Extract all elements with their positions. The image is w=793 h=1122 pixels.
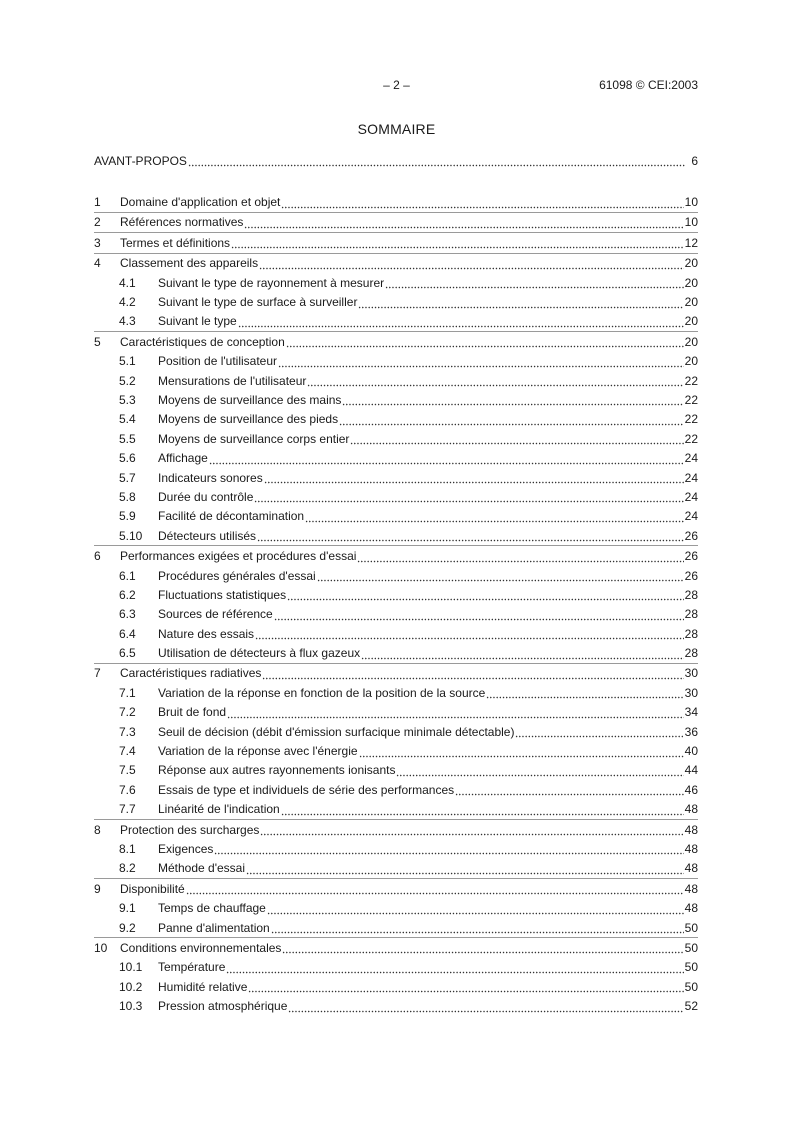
toc-entry-page: 20 [684,334,698,349]
toc-entry-number: 7.6 [119,782,136,797]
toc-entry-number: 4.1 [119,275,136,290]
toc-entry-label: Linéarité de l'indication [158,802,280,817]
toc-entry-label: Disponibilité [120,881,185,896]
toc-entry-number: 6.5 [119,646,136,661]
toc-entry-5-5[interactable] [94,429,698,448]
toc-entry-foreword[interactable] [94,151,698,170]
dot-leader [186,884,684,895]
toc-entry-label: Utilisation de détecteurs à flux gazeux [158,646,361,661]
toc-entry-6-3[interactable] [94,605,698,624]
toc-entry-page: 30 [684,685,698,700]
toc-title: SOMMAIRE [357,121,436,137]
dot-leader [244,218,683,229]
toc-entry-label: Détecteurs utilisés [158,528,257,543]
toc-entry-page: 22 [684,431,698,446]
toc-entry-5-6[interactable] [94,448,698,467]
toc-entry-label: Moyens de surveillance des pieds [158,412,339,427]
toc-entry-label: Caractéristiques radiatives [120,666,262,681]
dot-leader [307,376,683,387]
toc-entry-number: 8.2 [119,861,136,876]
dot-leader [288,1002,683,1013]
toc-entry-7-4[interactable] [94,741,698,760]
toc-entry-5-3[interactable] [94,390,698,409]
toc-entry-number: 5.7 [119,470,136,485]
toc-entry-page: 28 [684,646,698,661]
toc-entry-label: Temps de chauffage [158,901,266,916]
dot-leader [274,610,684,621]
toc-entry-page: 52 [684,999,698,1014]
toc-entry-page: 26 [684,568,698,583]
toc-entry-1[interactable] [94,192,698,212]
dot-leader [385,278,684,289]
toc-entry-number: 2 [94,215,101,230]
toc-entry-5-9[interactable] [94,507,698,526]
toc-entry-number: 5.2 [119,373,136,388]
toc-entry-7[interactable] [94,664,698,683]
dot-leader [486,688,683,699]
toc-entry-number: 10.1 [119,960,143,975]
toc-entry-label: Position de l'utilisateur [158,354,278,369]
toc-entry-page: 48 [684,802,698,817]
toc-entry-5-1[interactable] [94,352,698,371]
toc-entry-page: 48 [684,901,698,916]
toc-entry-page: 24 [684,470,698,485]
document-reference: 61098 © CEI:2003 [599,78,698,92]
toc-entry-page: 22 [684,373,698,388]
toc-entry-8-1[interactable] [94,839,698,858]
toc-entry-9[interactable] [94,879,698,898]
toc-entry-2[interactable] [94,213,698,233]
toc-entry-page: 50 [684,940,698,955]
toc-entry-label: Procédures générales d'essai [158,568,316,583]
toc-entry-label: Pression atmosphérique [158,999,288,1014]
toc-entry-page: 28 [684,587,698,602]
toc-entry-page: 48 [684,841,698,856]
toc-entry-5-8[interactable] [94,487,698,506]
dot-leader [226,963,683,974]
toc-entry-label: Termes et définitions [120,235,231,250]
dot-leader [281,805,684,816]
toc-entry-page: 50 [684,920,698,935]
toc-entry-8[interactable] [94,820,698,839]
toc-entry-label: Humidité relative [158,979,248,994]
toc-entry-label: Réponse aux autres rayonnements ionisants [158,763,396,778]
toc-entry-page: 22 [684,412,698,427]
dot-leader [281,198,683,209]
toc-entry-number: 5.6 [119,451,136,466]
toc-entry-label: Exigences [158,841,214,856]
toc-entry-label: Conditions environnementales [120,940,282,955]
toc-entry-label: Essais de type et individuels de série des performances [158,782,455,797]
dot-leader [350,434,683,445]
toc-entry-number: 9.1 [119,901,136,916]
toc-spacer [94,170,698,192]
toc-entry-7-1[interactable] [94,683,698,702]
dot-leader [271,923,684,934]
toc-entry-7-7[interactable] [94,800,698,820]
toc-entry-label: Suivant le type [158,314,237,329]
toc-entry-10-3[interactable] [94,996,698,1015]
toc-entry-number: 9 [94,881,101,896]
toc-entry-page: 46 [684,782,698,797]
toc-entry-page: 10 [684,215,698,230]
toc-entry-number: 9.2 [119,920,136,935]
toc-entry-page: 24 [684,489,698,504]
toc-entry-number: 6.1 [119,568,136,583]
dot-leader [286,337,684,348]
toc-entry-page: 24 [684,509,698,524]
dot-leader [262,669,683,680]
toc-entry-4-1[interactable] [94,273,698,292]
toc-entry-5-10[interactable] [94,526,698,546]
dot-leader [455,785,683,796]
dot-leader [214,844,683,855]
toc-entry-number: 10 [94,940,108,955]
toc-entry-number: 8.1 [119,841,136,856]
toc-entry-label: Moyens de surveillance corps entier [158,431,350,446]
dot-leader [305,512,684,523]
toc-entry-6-1[interactable] [94,566,698,585]
toc-entry-label: Suivant le type de rayonnement à mesurer [158,275,385,290]
toc-entry-page: 48 [684,881,698,896]
dot-leader [278,357,684,368]
toc-entry-page: 50 [684,960,698,975]
dot-leader [267,904,684,915]
dot-leader [254,492,683,503]
toc-entry-number: 7.2 [119,705,136,720]
toc-entry-page: 6 [691,153,698,168]
toc-entry-label: Durée du contrôle [158,489,254,504]
toc-entry-number: 7 [94,666,101,681]
toc-entry-4[interactable] [94,254,698,273]
toc-entry-page: 12 [684,235,698,250]
toc-entry-6[interactable] [94,546,698,565]
dot-leader [248,982,683,993]
toc-entry-number: 5.4 [119,412,136,427]
toc-entry-5-2[interactable] [94,371,698,390]
toc-entry-label: Affichage [158,451,208,466]
toc-entries [94,192,698,1015]
toc-entry-10-2[interactable] [94,977,698,996]
dot-leader [361,649,684,660]
toc-entry-label: Fluctuations statistiques [158,587,287,602]
toc-entry-label: Méthode d'essai [158,861,246,876]
toc-entry-page: 20 [684,295,698,310]
toc-entry-7-2[interactable] [94,703,698,722]
toc-entry-number: 4.3 [119,314,136,329]
toc-entry-page: 34 [684,705,698,720]
toc-entry-label: Nature des essais [158,626,255,641]
toc-entry-page: 36 [684,724,698,739]
toc-entry-page: 26 [684,549,698,564]
toc-entry-6-5[interactable] [94,643,698,663]
toc-entry-number: 5.3 [119,392,136,407]
toc-entry-5[interactable] [94,332,698,351]
toc-entry-number: 6.2 [119,587,136,602]
toc-entry-label: Bruit de fond [158,705,227,720]
toc-entry-page: 20 [684,314,698,329]
dot-leader [188,156,685,167]
toc-entry-6-2[interactable] [94,585,698,604]
dot-leader [260,825,683,836]
toc-entry-10[interactable] [94,938,698,957]
toc-entry-page: 50 [684,979,698,994]
dot-leader [209,454,684,465]
dot-leader [246,864,684,875]
toc-entry-label: Suivant le type de surface à surveiller [158,295,358,310]
dot-leader [255,629,684,640]
dot-leader [358,298,683,309]
dot-leader [238,317,684,328]
dot-leader [264,473,684,484]
toc-entry-page: 48 [684,822,698,837]
dot-leader [396,766,683,777]
toc-entry-9-1[interactable] [94,898,698,917]
dot-leader [317,571,684,582]
toc-entry-number: 4 [94,256,101,271]
dot-leader [231,238,684,249]
dot-leader [515,727,683,738]
toc-entry-label: Variation de la réponse avec l'énergie [158,744,358,759]
toc-entry-page: 20 [684,275,698,290]
toc-entry-page: 26 [684,528,698,543]
toc-entry-number: 7.1 [119,685,136,700]
toc-entry-4-2[interactable] [94,292,698,311]
toc-entry-label: Protection des surcharges [120,822,260,837]
toc-entry-label: Panne d'alimentation [158,920,270,935]
toc-entry-label: Seuil de décision (débit d'émission surfacique minimale détectable) [158,724,515,739]
dot-leader [342,395,683,406]
toc-entry-number: 6.4 [119,626,136,641]
toc-entry-4-3[interactable] [94,312,698,332]
toc-entry-page: 24 [684,451,698,466]
toc-entry-page: 10 [684,195,698,210]
toc-entry-7-3[interactable] [94,722,698,741]
toc-entry-label: Performances exigées et procédures d'essai [120,549,357,564]
toc-entry-8-2[interactable] [94,859,698,879]
toc-entry-number: 7.3 [119,724,136,739]
toc-entry-7-5[interactable] [94,761,698,780]
toc-entry-page: 20 [684,354,698,369]
toc-entry-9-2[interactable] [94,918,698,938]
toc-entry-number: 10.3 [119,999,143,1014]
toc-entry-label: Domaine d'application et objet [120,195,281,210]
toc-entry-number: 8 [94,822,101,837]
toc-entry-number: 5 [94,334,101,349]
toc-entry-6-4[interactable] [94,624,698,643]
toc-entry-label: Variation de la réponse en fonction de la position de la source [158,685,486,700]
toc-entry-7-6[interactable] [94,780,698,799]
toc-entry-number: 5.1 [119,354,136,369]
toc-entry-number: 6.3 [119,607,136,622]
toc-entry-number: 7.7 [119,802,136,817]
dot-leader [359,747,684,758]
toc-entry-page: 20 [684,256,698,271]
toc-entry-label: Classement des appareils [120,256,259,271]
toc-entry-label: Moyens de surveillance des mains [158,392,342,407]
toc-entry-number: 5.10 [119,528,143,543]
toc-entry-number: 5.5 [119,431,136,446]
toc-entry-label: Mensurations de l'utilisateur [158,373,307,388]
toc-entry-3[interactable] [94,233,698,253]
toc-entry-label: Température [158,960,226,975]
toc-entry-page: 40 [684,744,698,759]
toc-entry-page: 30 [684,666,698,681]
toc-entry-number: 5.8 [119,489,136,504]
dot-leader [259,259,684,270]
toc-entry-page: 28 [684,607,698,622]
table-of-contents [94,151,698,1016]
toc-entry-label: Sources de référence [158,607,273,622]
page-number: – 2 – [383,78,410,92]
toc-entry-label: Indicateurs sonores [158,470,263,485]
toc-entry-number: 5.9 [119,509,136,524]
toc-entry-page: 48 [684,861,698,876]
toc-entry-number: 1 [94,195,101,210]
toc-entry-number: 3 [94,235,101,250]
toc-entry-number: 6 [94,549,101,564]
toc-entry-number: 7.5 [119,763,136,778]
toc-entry-page: 44 [684,763,698,778]
dot-leader [287,590,684,601]
dot-leader [357,552,683,563]
toc-entry-label: Facilité de décontamination [158,509,305,524]
toc-entry-5-4[interactable] [94,410,698,429]
toc-entry-number: 10.2 [119,979,143,994]
toc-entry-page: 22 [684,392,698,407]
dot-leader [282,943,683,954]
toc-entry-label: Références normatives [120,215,244,230]
toc-entry-number: 4.2 [119,295,136,310]
toc-entry-10-1[interactable] [94,958,698,977]
dot-leader [257,531,684,542]
toc-entry-label: AVANT-PROPOS [94,153,187,168]
toc-entry-5-7[interactable] [94,468,698,487]
toc-entry-number: 7.4 [119,744,136,759]
dot-leader [339,415,684,426]
toc-entry-page: 28 [684,626,698,641]
dot-leader [227,708,684,719]
toc-entry-label: Caractéristiques de conception [120,334,285,349]
